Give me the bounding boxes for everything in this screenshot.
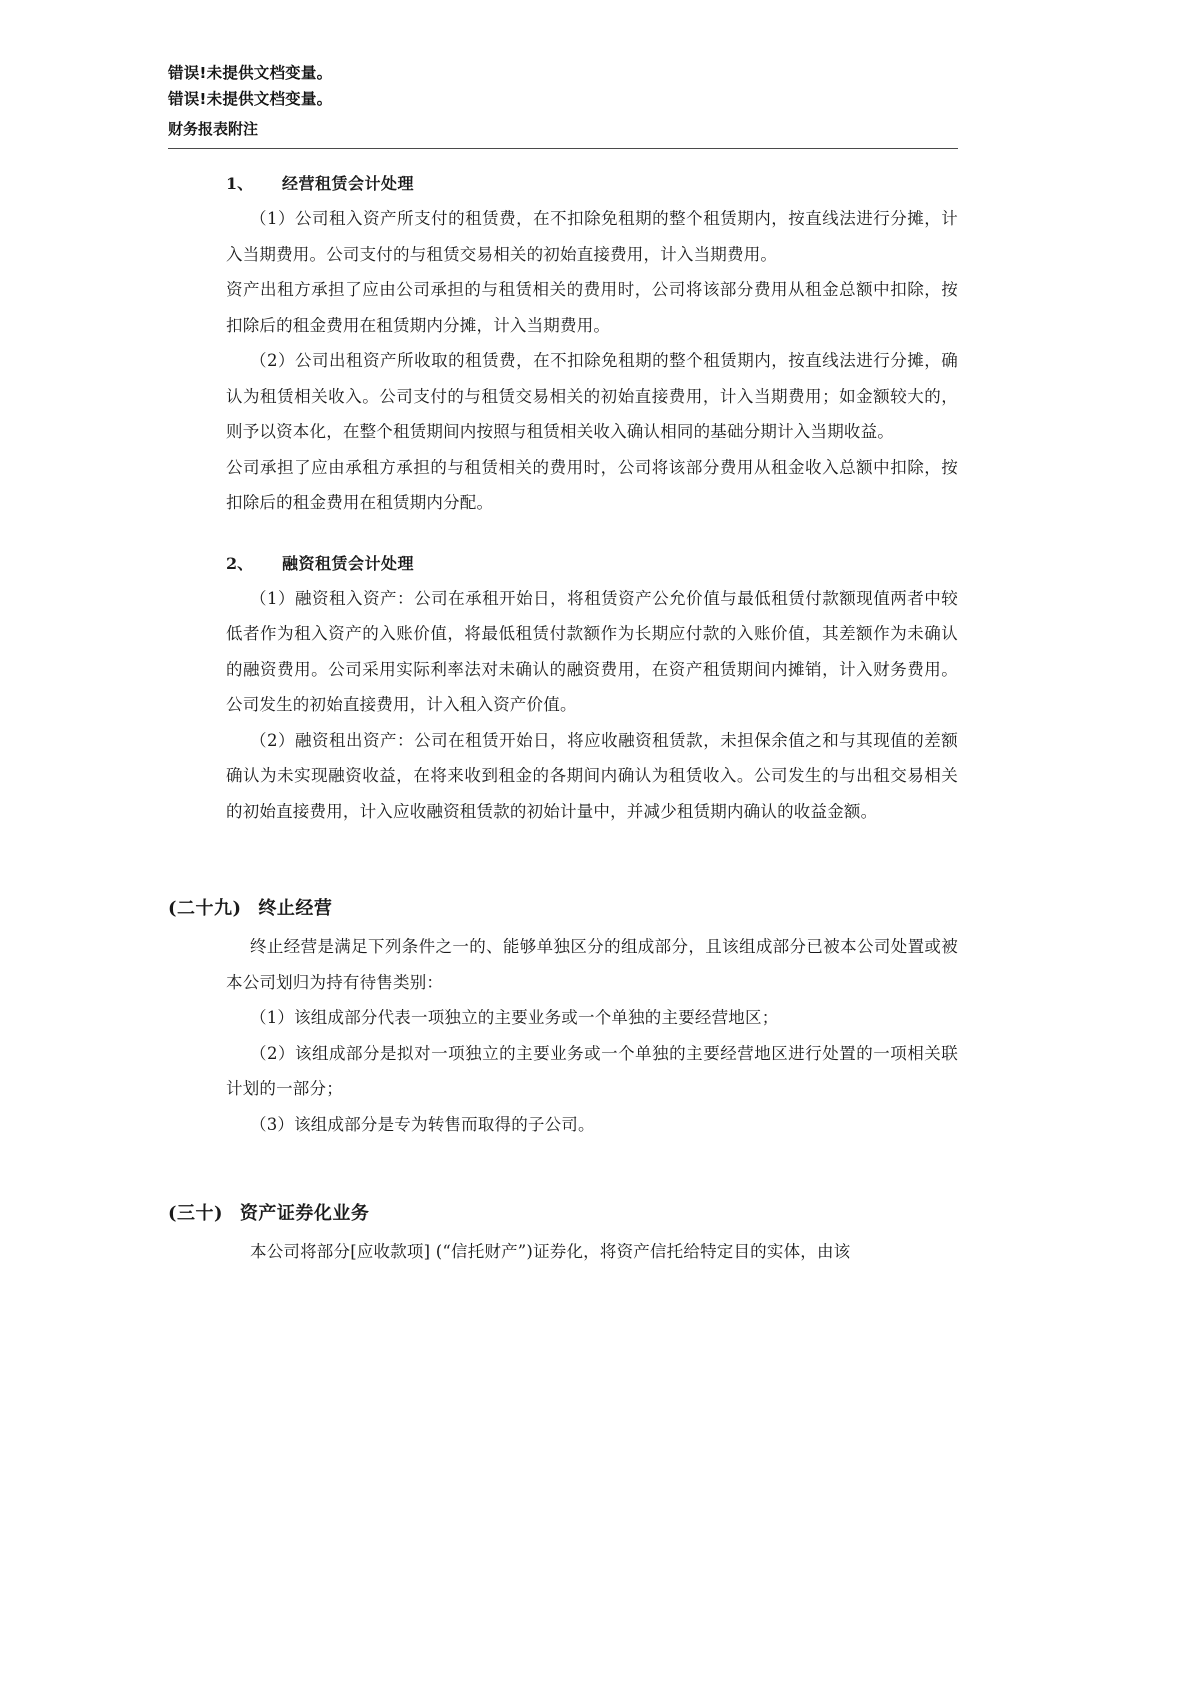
section-body-1: [226, 201, 958, 521]
spacer: [168, 1142, 958, 1168]
paragraph: 本公司将部分[应收款项] (“信托财产”)证券化，将资产信托给特定目的实体，由该: [250, 1242, 851, 1261]
paragraph: （2）融资租出资产：公司在租赁开始日，将应收融资租赁款，未担保余值之和与其现值的差额确认为未实现融资收益，在将来收到租金的各期间内确认为租赁收入。公司发生的与出租交易相关的初始直接费用，计入应收融资租赁款的初始计量中，并减少租赁期内确认的收益金额。: [226, 730, 958, 821]
paragraph: （1）公司租入资产所支付的租赁费，在不扣除免租期的整个租赁期内，按直线法进行分摊，计入当期费用。公司支付的与租赁交易相关的初始直接费用，计入当期费用。: [226, 209, 958, 264]
paragraph: （1）该组成部分代表一项独立的主要业务或一个单独的主要经营地区；: [250, 1008, 779, 1027]
paragraph: 资产出租方承担了应由公司承担的与租赁相关的费用时，公司将该部分费用从租金总额中扣除，按扣除后的租金费用在租赁期内分摊，计入当期费用。: [226, 280, 958, 335]
section-title-2: 融资租赁会计处理: [282, 553, 415, 573]
numbered-section-heading-30: [168, 1194, 958, 1234]
numbered-section-body-30: [226, 1234, 958, 1270]
document-content: [168, 60, 958, 1270]
section-marker-1: 1、: [226, 174, 254, 193]
numbered-section-heading-29: [168, 889, 958, 929]
spacer: [168, 829, 958, 863]
paragraph: （3）该组成部分是专为转售而取得的子公司。: [250, 1114, 595, 1134]
numbered-section-label-29: (二十九): [168, 898, 242, 919]
paragraph: （1）融资租入资产：公司在承租开始日，将租赁资产公允价值与最低租赁付款额现值两者中较低者作为租入资产的入账价值，将最低租赁付款额作为长期应付款的入账价值，其差额作为未确认的融资费用。公司采用实际利率法对未确认的融资费用，在资产租赁期间内摊销，计入财务费用。公司发生的初始直接费用，计入租入资产价值。: [226, 588, 958, 714]
numbered-section-title-29: 终止经营: [258, 898, 333, 919]
header-error-line-2: 错误!未提供文档变量。: [168, 90, 333, 108]
section-heading-2: [226, 547, 958, 581]
spacer: [168, 521, 958, 547]
paragraph: 公司承担了应由承租方承担的与租赁相关的费用时，公司将该部分费用从租金收入总额中扣除，按扣除后的租金费用在租赁期内分配。: [226, 457, 958, 512]
section-title-1: 经营租赁会计处理: [282, 174, 415, 193]
header-doc-subtitle: 财务报表附注: [168, 120, 259, 138]
numbered-section-title-30: 资产证券化业务: [239, 1203, 370, 1224]
numbered-section-body-29: [226, 929, 958, 1142]
paragraph: （2）公司出租资产所收取的租赁费，在不扣除免租期的整个租赁期内，按直线法进行分摊，确认为租赁相关收入。公司支付的与租赁交易相关的初始直接费用，计入当期费用；如金额较大的，则予以资本化，在整个租赁期间内按照与租赁相关收入确认相同的基础分期计入当期收益。: [226, 351, 958, 441]
header-error-line-1: 错误!未提供文档变量。: [168, 64, 333, 82]
section-body-2: [226, 581, 958, 830]
paragraph: 终止经营是满足下列条件之一的、能够单独区分的组成部分，且该组成部分已被本公司处置或被本公司划归为持有待售类别：: [226, 937, 958, 992]
paragraph: （2）该组成部分是拟对一项独立的主要业务或一个单独的主要经营地区进行处置的一项相关联计划的一部分；: [226, 1043, 958, 1098]
section-marker-2: 2、: [226, 553, 254, 573]
numbered-section-label-30: (三十): [168, 1203, 224, 1224]
header-divider: [168, 148, 958, 149]
section-heading-1: [226, 167, 958, 201]
